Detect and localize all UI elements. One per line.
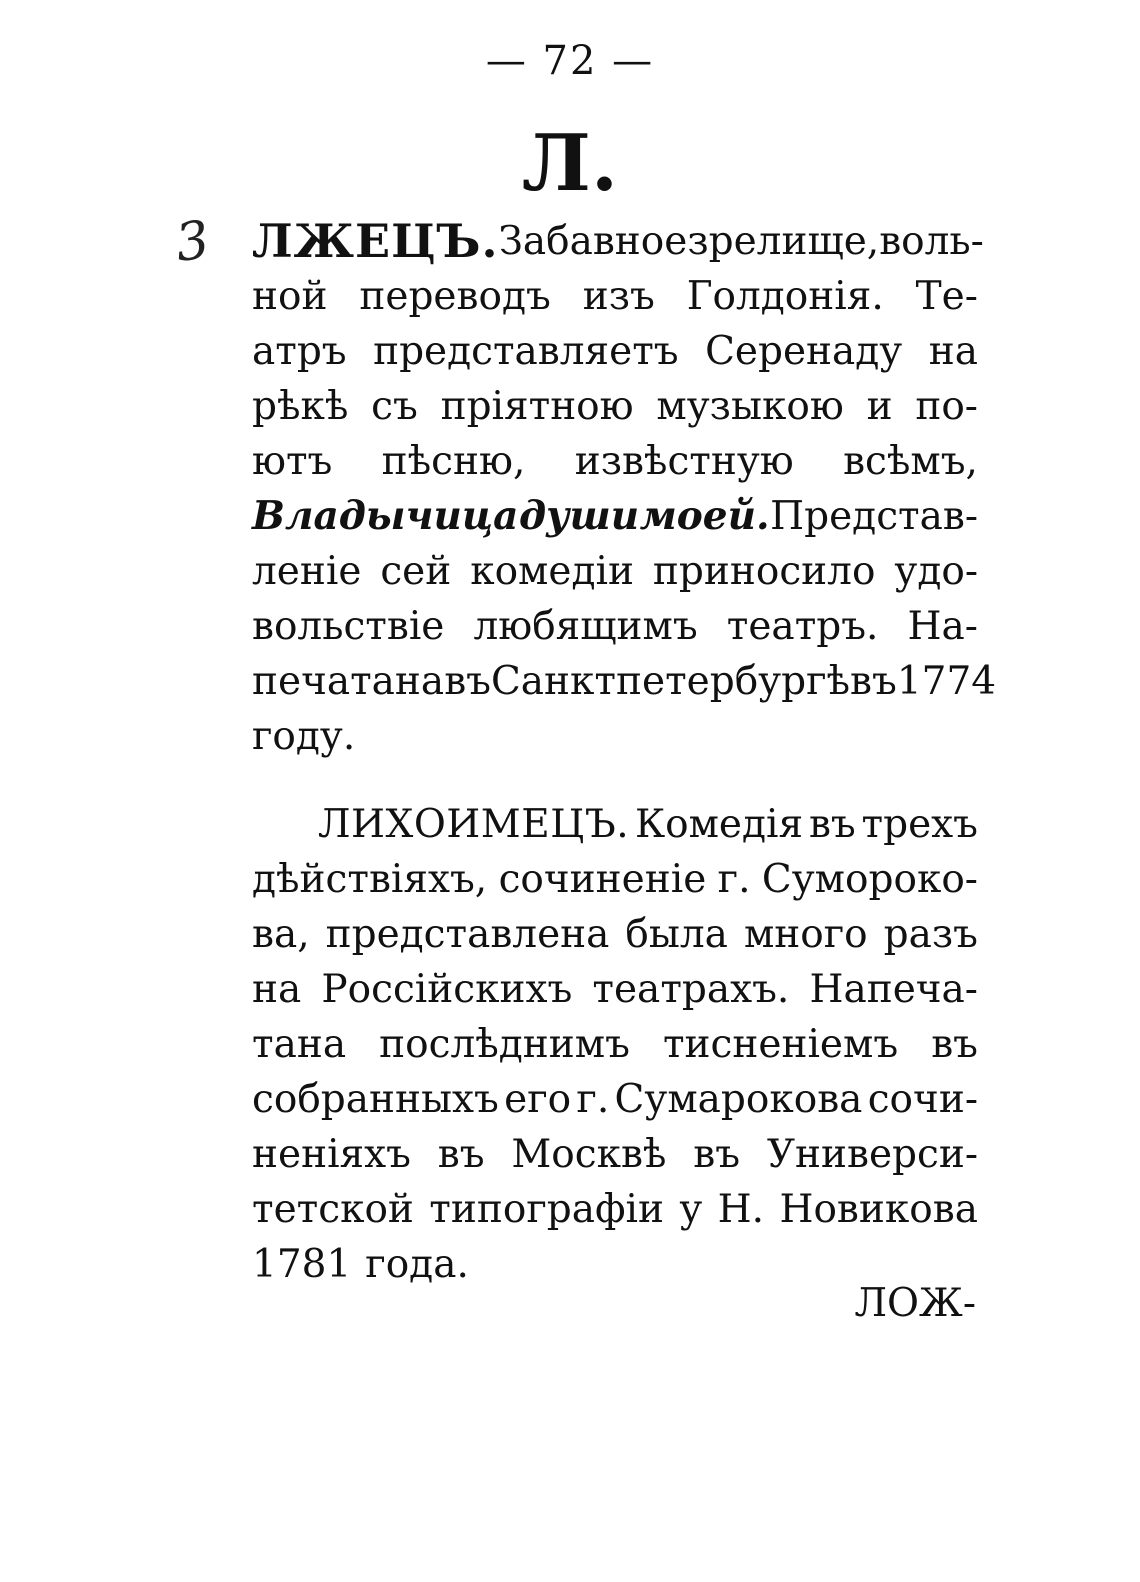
word: представлена <box>325 912 610 957</box>
text-line <box>252 709 978 764</box>
word: приносило <box>652 549 876 594</box>
word: всѣмъ, <box>843 439 978 484</box>
word: собранныхъ <box>252 1077 499 1122</box>
word: въ <box>850 659 897 704</box>
word: сей <box>380 549 452 594</box>
word: Новикова <box>779 1187 978 1232</box>
entry-likhoimets <box>252 797 978 1292</box>
word: тисненіемъ <box>662 1022 899 1067</box>
text-line <box>252 489 978 544</box>
word: рѣкѣ <box>252 384 349 429</box>
word: Представ- <box>770 494 978 539</box>
word: дѣйствіяхъ, <box>252 857 488 902</box>
word: извѣстную <box>574 439 794 484</box>
word: въ <box>693 1132 741 1177</box>
word: сочиненіе <box>498 857 707 902</box>
text-line <box>252 269 978 324</box>
word: Те- <box>915 274 978 319</box>
word: по- <box>915 384 978 429</box>
word: г. <box>717 857 751 902</box>
word: атръ <box>252 329 347 374</box>
word: типографіи <box>429 1187 664 1232</box>
text-line <box>252 962 978 1017</box>
word: въ <box>437 1132 485 1177</box>
word: Владычица <box>252 493 519 539</box>
text-line <box>252 434 978 489</box>
word: Сумороко- <box>761 857 978 902</box>
text-line <box>252 852 978 907</box>
word: удо- <box>894 549 978 594</box>
word: Универси- <box>766 1132 978 1177</box>
word: моей. <box>639 493 770 539</box>
word: разъ <box>883 912 978 957</box>
word: 1774 <box>896 659 997 704</box>
word: души <box>519 493 640 539</box>
word: на <box>928 329 978 374</box>
word: трехъ <box>861 802 978 847</box>
word: ва, <box>252 912 310 957</box>
word: Голдонія. <box>686 274 884 319</box>
text-line <box>252 1127 978 1182</box>
word: г. <box>576 1077 610 1122</box>
word: сочи- <box>867 1077 978 1122</box>
word: тетской <box>252 1187 414 1232</box>
word: Серенаду <box>705 329 903 374</box>
text-line <box>252 544 978 599</box>
text-line <box>252 1182 978 1237</box>
word: Москвѣ <box>511 1132 667 1177</box>
word: году. <box>252 714 356 759</box>
word: любящимъ <box>473 604 698 649</box>
entry-lzhets <box>252 214 997 764</box>
word: воль- <box>879 219 984 264</box>
word: въ <box>931 1022 978 1067</box>
page-number: — 72 — <box>485 38 655 84</box>
text-line <box>252 379 978 434</box>
word: много <box>743 912 868 957</box>
word: съ <box>371 384 418 429</box>
word: музыкою <box>656 384 844 429</box>
text-line <box>252 1017 978 1072</box>
word: у <box>679 1187 703 1232</box>
catchword: ЛОЖ- <box>854 1281 976 1326</box>
entry-headword: ЛИХОИМЕЦЪ. <box>318 802 630 847</box>
word: на <box>252 967 302 1012</box>
text-line <box>252 599 978 654</box>
word: На- <box>907 604 978 649</box>
word: театрахъ. <box>592 967 790 1012</box>
word: представляетъ <box>373 329 679 374</box>
word: неніяхъ <box>252 1132 411 1177</box>
word: изъ <box>582 274 655 319</box>
word: пріятною <box>440 384 634 429</box>
word: его <box>504 1077 572 1122</box>
word: въ <box>808 802 856 847</box>
word: была <box>625 912 728 957</box>
word: вольствіе <box>252 604 445 649</box>
word: и <box>866 384 893 429</box>
word: Сумарокова <box>614 1077 863 1122</box>
word: леніе <box>252 549 362 594</box>
word: ной <box>252 274 328 319</box>
word: Санктпетербургѣ <box>490 659 851 704</box>
text-line <box>252 214 984 269</box>
word: въ <box>444 659 491 704</box>
word: Н. <box>717 1187 765 1232</box>
text-line <box>252 797 978 852</box>
word: театръ. <box>726 604 879 649</box>
word: Напеча- <box>809 967 978 1012</box>
word: переводъ <box>359 274 551 319</box>
word: тана <box>252 1022 347 1067</box>
text-line <box>252 1072 978 1127</box>
word: печатана <box>252 659 445 704</box>
section-letter-heading: Л. <box>521 118 619 209</box>
word: зрелище, <box>687 219 880 264</box>
word: ютъ <box>252 439 333 484</box>
handwritten-margin-mark: 3 <box>171 209 214 275</box>
text-line <box>252 324 978 379</box>
word: года. <box>365 1242 469 1287</box>
word: пѣсню, <box>381 439 526 484</box>
word: комедіи <box>470 549 634 594</box>
word: 1781 <box>252 1242 352 1287</box>
word: Забавное <box>498 219 688 264</box>
word: послѣднимъ <box>379 1022 630 1067</box>
text-line <box>252 654 997 709</box>
text-line <box>252 907 978 962</box>
word: Россійскихъ <box>321 967 573 1012</box>
entry-headword: ЛЖЕЦЪ. <box>252 214 499 268</box>
word: Комедія <box>634 802 804 847</box>
